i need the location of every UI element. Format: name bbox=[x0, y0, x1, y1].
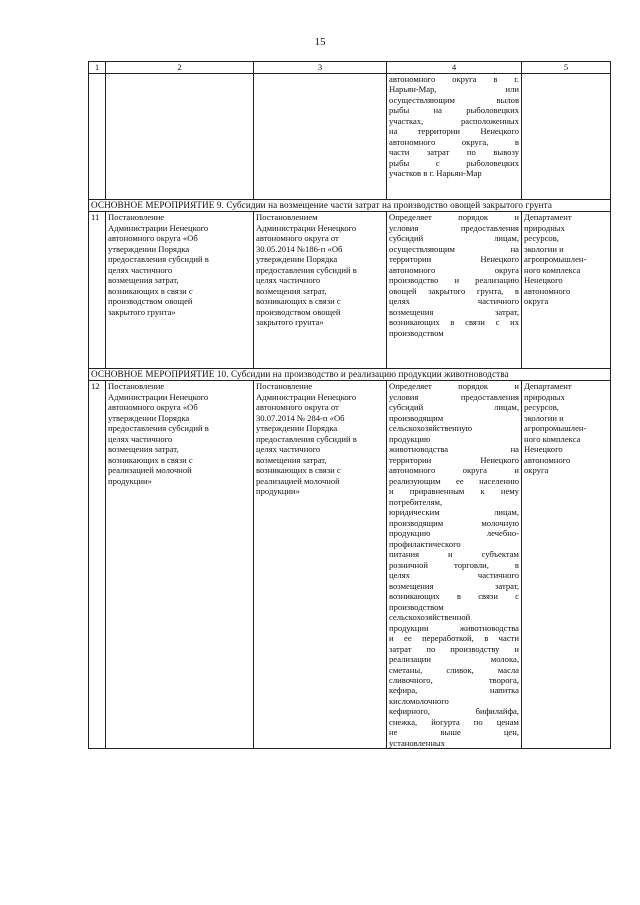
text-line: ресурсов, bbox=[524, 402, 559, 413]
text-line: возникающих в связи с bbox=[108, 454, 193, 465]
text-line: условия предоставления bbox=[389, 222, 519, 233]
text-line: Ненецкого bbox=[524, 444, 563, 455]
text-line: производящим bbox=[389, 412, 444, 423]
text-line: реализацией молочной bbox=[256, 475, 340, 486]
text-line: автономного округа bbox=[389, 264, 519, 275]
text-line: производством овощей bbox=[256, 306, 341, 317]
text-line: ного комплекса bbox=[524, 433, 581, 444]
header-col-4: 4 bbox=[387, 62, 522, 74]
text-line: сметаны, сливок, масла bbox=[389, 664, 519, 675]
text-line: автономного bbox=[524, 454, 571, 465]
text-line: округа bbox=[524, 296, 549, 307]
text-line: целях частичного bbox=[389, 296, 519, 307]
section-row-10 bbox=[89, 369, 611, 381]
text-line: целях частичного bbox=[256, 444, 321, 455]
row-12-responsible bbox=[522, 381, 611, 749]
section-row-9 bbox=[89, 200, 611, 212]
text-line: возникающих в связи с bbox=[256, 465, 341, 476]
text-line: Постановление bbox=[108, 212, 165, 223]
section-title-9-text: ОСНОВНОЕ МЕРОПРИЯТИЕ 9. Субсидии на возмещение части затрат на производство овощей закрытого грунта bbox=[91, 200, 553, 210]
text-line: утверждении Порядка bbox=[108, 412, 190, 423]
text-line: Ненецкого bbox=[524, 275, 563, 286]
text-line: закрытого грунта» bbox=[256, 317, 324, 328]
text-line: не выше цен, bbox=[389, 727, 519, 738]
table-row-12 bbox=[89, 381, 611, 749]
row-12-legal-act bbox=[254, 381, 387, 749]
text-line: питания и субъектам bbox=[389, 549, 519, 560]
text-line: Определяет порядок и bbox=[389, 212, 519, 223]
text-line: автономного округа, в bbox=[389, 136, 519, 147]
text-line: сельскохозяйственную bbox=[389, 423, 473, 434]
cell-empty bbox=[254, 74, 387, 200]
text-line: затрат по производству и bbox=[389, 643, 519, 654]
text-line: агропромышлен- bbox=[524, 254, 587, 265]
text-line: Определяет порядок и bbox=[389, 381, 519, 392]
text-line: реализации молока, bbox=[389, 654, 519, 665]
header-col-5: 5 bbox=[522, 62, 611, 74]
text-line: участках, расположенных bbox=[389, 115, 519, 126]
text-line: участков в г. Нарьян-Мар bbox=[389, 168, 482, 179]
section-title-10: ОСНОВНОЕ МЕРОПРИЯТИЕ 10. Субсидии на производство и реализацию продукции животноводства bbox=[89, 369, 611, 381]
text-line: Администрации Ненецкого bbox=[256, 222, 357, 233]
text-line: автономного округа и bbox=[389, 465, 519, 476]
header-col-1: 1 bbox=[89, 62, 106, 74]
text-line: целях частичного bbox=[256, 275, 321, 286]
text-line: овощей закрытого грунта, в bbox=[389, 285, 519, 296]
row-12-document-title bbox=[106, 381, 254, 749]
text-line: автономного округа «Об bbox=[108, 233, 198, 244]
text-line: сливочного, творога, bbox=[389, 675, 519, 685]
text-line: автономного округа «Об bbox=[108, 402, 198, 413]
text-line: ного комплекса bbox=[524, 264, 581, 275]
text-line: потребителям, bbox=[389, 496, 443, 507]
text-line: территории Ненецкого bbox=[389, 254, 519, 265]
text-line: кефирного, бифилайфа, bbox=[389, 706, 519, 717]
text-line: ресурсов, bbox=[524, 233, 559, 244]
text-line: возмещения затрат, bbox=[256, 285, 327, 296]
text-line: сельскохозяйственной bbox=[389, 612, 471, 623]
measures-table bbox=[88, 61, 611, 749]
cell-empty bbox=[522, 74, 611, 200]
text-line: природных bbox=[524, 391, 565, 402]
cell-empty bbox=[106, 74, 254, 200]
text-line: Постановление bbox=[256, 381, 313, 392]
text-line: предоставления субсидий в bbox=[108, 254, 209, 265]
text-line: возникающих в связи с bbox=[108, 285, 193, 296]
row-11-responsible bbox=[522, 212, 611, 369]
text-line: Администрации Ненецкого bbox=[108, 391, 209, 402]
text-line: реализующим ее населению bbox=[389, 475, 519, 486]
text-line: Постановление bbox=[108, 381, 165, 392]
text-line: территории Ненецкого bbox=[389, 454, 519, 465]
text-line: продукции» bbox=[108, 475, 152, 486]
text-line: осуществляющим на bbox=[389, 243, 519, 254]
text-line: производством bbox=[389, 327, 444, 338]
text-line: рыбы на рыболовецких bbox=[389, 105, 519, 116]
text-line: 30.07.2014 № 284-п «Об bbox=[256, 412, 345, 423]
text-line: установленных bbox=[389, 737, 445, 748]
row-12-description bbox=[387, 381, 522, 749]
header-col-2: 2 bbox=[106, 62, 254, 74]
text-line: возмещения затрат, bbox=[389, 580, 519, 591]
row-11-document-title bbox=[106, 212, 254, 369]
row-number-11: 11 bbox=[89, 212, 106, 369]
text-line: автономного округа в г. bbox=[389, 74, 519, 84]
text-line: агропромышлен- bbox=[524, 423, 587, 434]
text-line: возмещения затрат, bbox=[256, 454, 327, 465]
text-line: утверждении Порядка bbox=[256, 254, 338, 265]
table-row-11 bbox=[89, 212, 611, 369]
text-line: возникающих в связи с bbox=[389, 591, 519, 602]
text-line: предоставления субсидий в bbox=[108, 423, 209, 434]
text-line: Администрации Ненецкого bbox=[256, 391, 357, 402]
text-line: субсидий лицам, bbox=[389, 233, 519, 244]
text-line: целях частичного bbox=[108, 264, 173, 275]
text-line: автономного округа от bbox=[256, 233, 339, 244]
text-line: возникающих в связи с bbox=[256, 296, 341, 307]
text-line: условия предоставления bbox=[389, 391, 519, 402]
text-line: производством овощей bbox=[108, 296, 193, 307]
text-line: продукции» bbox=[256, 486, 300, 497]
text-line: предоставления субсидий в bbox=[256, 264, 357, 275]
text-line: возмещения затрат, bbox=[108, 444, 179, 455]
text-line: Департамент bbox=[524, 381, 572, 392]
text-line: кефира, напитка bbox=[389, 685, 519, 696]
text-line: природных bbox=[524, 222, 565, 233]
text-line: юридическим лицам, bbox=[389, 507, 519, 518]
text-line: продукции животноводства bbox=[389, 622, 519, 633]
text-line: утверждении Порядка bbox=[108, 243, 190, 254]
text-line: 30.05.2014 №186-п «Об bbox=[256, 243, 343, 254]
text-line: возмещения затрат, bbox=[389, 306, 519, 317]
header-col-3: 3 bbox=[254, 62, 387, 74]
section-title-9 bbox=[89, 200, 611, 212]
row-11-legal-act bbox=[254, 212, 387, 369]
text-line: возникающих в связи с их bbox=[389, 317, 519, 328]
text-line: утверждении Порядка bbox=[256, 423, 338, 434]
text-line: животноводства на bbox=[389, 444, 519, 455]
text-line: производящим молочную bbox=[389, 517, 519, 528]
text-line: экологии и bbox=[524, 412, 564, 423]
row-11-description bbox=[387, 212, 522, 369]
row-number-12: 12 bbox=[89, 381, 106, 749]
continuation-description bbox=[387, 74, 522, 200]
text-line: профилактического bbox=[389, 538, 461, 549]
text-line: субсидий лицам, bbox=[389, 402, 519, 413]
cell-empty bbox=[89, 74, 106, 200]
text-line: и приравненным к нему bbox=[389, 486, 519, 497]
text-line: на территории Ненецкого bbox=[389, 126, 519, 137]
text-line: закрытого грунта» bbox=[108, 306, 176, 317]
text-line: кисломолочного bbox=[389, 695, 449, 706]
text-line: осуществляющим вылов bbox=[389, 94, 519, 105]
text-line: и ее переработкой, в части bbox=[389, 633, 519, 644]
text-line: снежка, йогурта по ценам bbox=[389, 716, 519, 727]
text-line: экологии и bbox=[524, 243, 564, 254]
text-line: продукцию bbox=[389, 433, 431, 444]
text-line: предоставления субсидий в bbox=[256, 433, 357, 444]
text-line: округа bbox=[524, 465, 549, 476]
text-line: рыбы с рыболовецких bbox=[389, 157, 519, 168]
text-line: целях частичного bbox=[389, 570, 519, 581]
table-header-row bbox=[89, 62, 611, 74]
page-number: 15 bbox=[314, 36, 326, 48]
text-line: целях частичного bbox=[108, 433, 173, 444]
table-row-continuation bbox=[89, 74, 611, 200]
text-line: продукцию лечебно- bbox=[389, 528, 519, 539]
text-line: производство и реализацию bbox=[389, 275, 519, 286]
text-line: части затрат по вывозу bbox=[389, 147, 519, 158]
text-line: автономного округа от bbox=[256, 402, 339, 413]
text-line: возмещения затрат, bbox=[108, 275, 179, 286]
text-line: производством bbox=[389, 601, 444, 612]
text-line: реализацией молочной bbox=[108, 465, 192, 476]
text-line: Администрации Ненецкого bbox=[108, 222, 209, 233]
text-line: Нарьян-Мар, или bbox=[389, 84, 519, 95]
text-line: Постановлением bbox=[256, 212, 318, 223]
text-line: розничной торговли, в bbox=[389, 559, 519, 570]
text-line: автономного bbox=[524, 285, 571, 296]
text-line: Департамент bbox=[524, 212, 572, 223]
